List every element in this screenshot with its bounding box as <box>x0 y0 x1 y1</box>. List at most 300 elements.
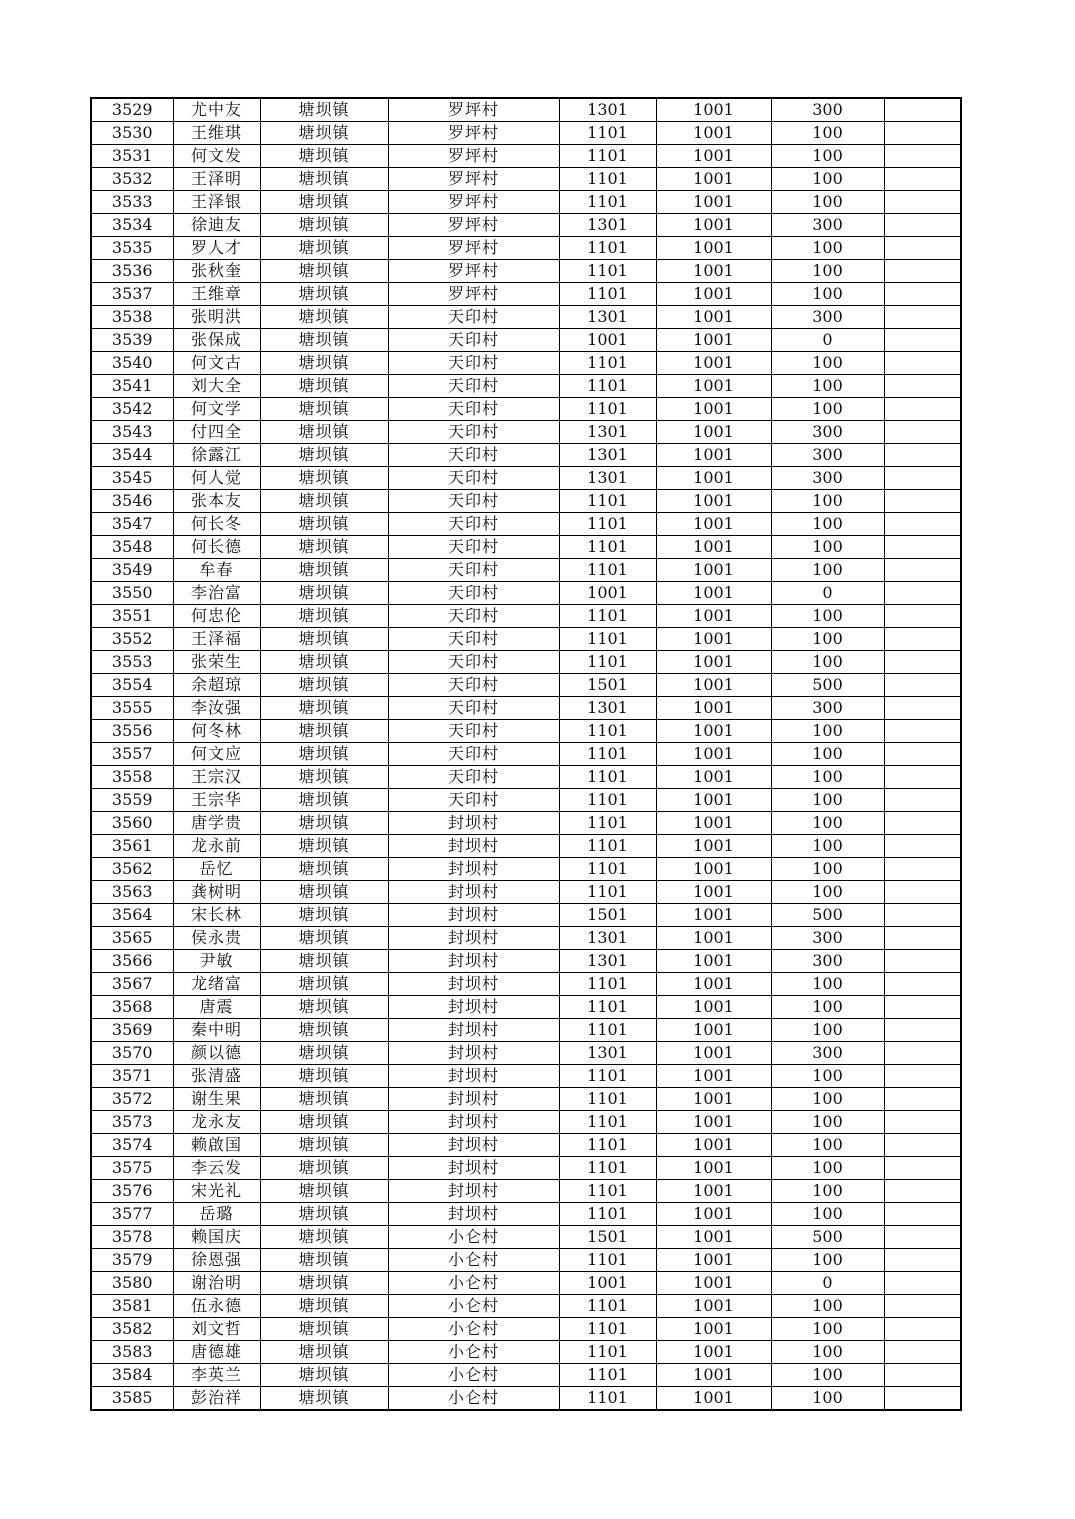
cell-code-a: 1101 <box>559 973 656 996</box>
cell-note <box>884 1387 961 1411</box>
cell-id: 3538 <box>91 306 173 329</box>
cell-code-a: 1101 <box>559 789 656 812</box>
table-row <box>91 1364 961 1387</box>
table-row <box>91 1272 961 1295</box>
cell-amount: 100 <box>771 789 884 812</box>
cell-code-a: 1101 <box>559 766 656 789</box>
cell-town: 塘坝镇 <box>260 1111 388 1134</box>
cell-id: 3564 <box>91 904 173 927</box>
cell-code-a: 1101 <box>559 812 656 835</box>
cell-name: 赖国庆 <box>173 1226 260 1249</box>
cell-code-b: 1001 <box>656 605 771 628</box>
cell-id: 3585 <box>91 1387 173 1411</box>
cell-code-a: 1101 <box>559 1019 656 1042</box>
cell-name: 张荣生 <box>173 651 260 674</box>
cell-note <box>884 329 961 352</box>
table-row <box>91 1019 961 1042</box>
cell-id: 3544 <box>91 444 173 467</box>
cell-village: 小仑村 <box>388 1272 559 1295</box>
cell-town: 塘坝镇 <box>260 1065 388 1088</box>
cell-town: 塘坝镇 <box>260 375 388 398</box>
cell-id: 3552 <box>91 628 173 651</box>
cell-id: 3554 <box>91 674 173 697</box>
table-row <box>91 329 961 352</box>
cell-code-a: 1101 <box>559 1111 656 1134</box>
cell-code-b: 1001 <box>656 1249 771 1272</box>
cell-town: 塘坝镇 <box>260 398 388 421</box>
cell-id: 3551 <box>91 605 173 628</box>
cell-code-a: 1101 <box>559 996 656 1019</box>
cell-code-b: 1001 <box>656 651 771 674</box>
cell-town: 塘坝镇 <box>260 1364 388 1387</box>
cell-town: 塘坝镇 <box>260 858 388 881</box>
cell-note <box>884 835 961 858</box>
cell-village: 罗坪村 <box>388 98 559 122</box>
cell-amount: 100 <box>771 720 884 743</box>
cell-id: 3534 <box>91 214 173 237</box>
cell-name: 龙永友 <box>173 1111 260 1134</box>
cell-village: 天印村 <box>388 352 559 375</box>
cell-name: 李云发 <box>173 1157 260 1180</box>
table-row <box>91 490 961 513</box>
cell-code-b: 1001 <box>656 904 771 927</box>
cell-town: 塘坝镇 <box>260 260 388 283</box>
cell-amount: 300 <box>771 214 884 237</box>
cell-village: 天印村 <box>388 536 559 559</box>
cell-village: 罗坪村 <box>388 122 559 145</box>
cell-village: 天印村 <box>388 398 559 421</box>
table-row <box>91 973 961 996</box>
cell-id: 3553 <box>91 651 173 674</box>
cell-village: 罗坪村 <box>388 237 559 260</box>
cell-note <box>884 421 961 444</box>
cell-amount: 100 <box>771 1318 884 1341</box>
cell-code-a: 1101 <box>559 858 656 881</box>
cell-amount: 100 <box>771 1387 884 1411</box>
table-row <box>91 513 961 536</box>
cell-note <box>884 145 961 168</box>
cell-village: 天印村 <box>388 628 559 651</box>
cell-note <box>884 743 961 766</box>
cell-code-b: 1001 <box>656 260 771 283</box>
cell-village: 天印村 <box>388 697 559 720</box>
cell-code-b: 1001 <box>656 582 771 605</box>
cell-note <box>884 98 961 122</box>
cell-id: 3581 <box>91 1295 173 1318</box>
cell-id: 3563 <box>91 881 173 904</box>
cell-amount: 100 <box>771 1111 884 1134</box>
cell-amount: 300 <box>771 1042 884 1065</box>
cell-code-b: 1001 <box>656 1065 771 1088</box>
table-row <box>91 237 961 260</box>
cell-amount: 100 <box>771 1088 884 1111</box>
cell-name: 徐迪友 <box>173 214 260 237</box>
table-row <box>91 1180 961 1203</box>
cell-town: 塘坝镇 <box>260 973 388 996</box>
cell-code-a: 1101 <box>559 398 656 421</box>
cell-town: 塘坝镇 <box>260 766 388 789</box>
cell-town: 塘坝镇 <box>260 904 388 927</box>
cell-code-b: 1001 <box>656 674 771 697</box>
cell-code-b: 1001 <box>656 467 771 490</box>
cell-name: 尹敏 <box>173 950 260 973</box>
cell-amount: 100 <box>771 122 884 145</box>
cell-note <box>884 375 961 398</box>
table-row <box>91 881 961 904</box>
cell-village: 天印村 <box>388 513 559 536</box>
cell-note <box>884 1295 961 1318</box>
cell-name: 何文学 <box>173 398 260 421</box>
cell-id: 3531 <box>91 145 173 168</box>
cell-name: 王泽福 <box>173 628 260 651</box>
cell-town: 塘坝镇 <box>260 168 388 191</box>
cell-note <box>884 467 961 490</box>
cell-amount: 500 <box>771 904 884 927</box>
cell-id: 3540 <box>91 352 173 375</box>
cell-id: 3559 <box>91 789 173 812</box>
cell-id: 3568 <box>91 996 173 1019</box>
cell-code-b: 1001 <box>656 237 771 260</box>
cell-code-a: 1101 <box>559 283 656 306</box>
cell-name: 龙绪富 <box>173 973 260 996</box>
cell-note <box>884 1111 961 1134</box>
cell-village: 封坝村 <box>388 973 559 996</box>
cell-village: 天印村 <box>388 467 559 490</box>
cell-note <box>884 122 961 145</box>
cell-village: 天印村 <box>388 789 559 812</box>
cell-amount: 100 <box>771 1364 884 1387</box>
cell-town: 塘坝镇 <box>260 1180 388 1203</box>
cell-amount: 100 <box>771 1249 884 1272</box>
cell-town: 塘坝镇 <box>260 467 388 490</box>
cell-name: 王泽明 <box>173 168 260 191</box>
cell-town: 塘坝镇 <box>260 214 388 237</box>
table-row <box>91 743 961 766</box>
table-row <box>91 904 961 927</box>
cell-town: 塘坝镇 <box>260 329 388 352</box>
cell-town: 塘坝镇 <box>260 98 388 122</box>
cell-id: 3560 <box>91 812 173 835</box>
cell-code-b: 1001 <box>656 766 771 789</box>
cell-village: 天印村 <box>388 651 559 674</box>
cell-code-a: 1101 <box>559 1318 656 1341</box>
cell-code-b: 1001 <box>656 490 771 513</box>
cell-note <box>884 1249 961 1272</box>
table-row <box>91 1065 961 1088</box>
cell-village: 天印村 <box>388 421 559 444</box>
cell-code-a: 1101 <box>559 1134 656 1157</box>
cell-name: 李治富 <box>173 582 260 605</box>
cell-code-b: 1001 <box>656 421 771 444</box>
table-row <box>91 306 961 329</box>
cell-code-b: 1001 <box>656 98 771 122</box>
cell-code-a: 1301 <box>559 421 656 444</box>
cell-id: 3578 <box>91 1226 173 1249</box>
cell-id: 3547 <box>91 513 173 536</box>
cell-code-a: 1501 <box>559 1226 656 1249</box>
cell-name: 王维琪 <box>173 122 260 145</box>
cell-town: 塘坝镇 <box>260 628 388 651</box>
cell-note <box>884 1088 961 1111</box>
cell-code-b: 1001 <box>656 858 771 881</box>
cell-code-a: 1101 <box>559 1157 656 1180</box>
cell-town: 塘坝镇 <box>260 1042 388 1065</box>
cell-town: 塘坝镇 <box>260 950 388 973</box>
cell-name: 张清盛 <box>173 1065 260 1088</box>
cell-code-b: 1001 <box>656 306 771 329</box>
cell-note <box>884 720 961 743</box>
cell-amount: 300 <box>771 98 884 122</box>
cell-code-b: 1001 <box>656 1272 771 1295</box>
cell-id: 3533 <box>91 191 173 214</box>
cell-note <box>884 1019 961 1042</box>
cell-name: 颜以德 <box>173 1042 260 1065</box>
cell-village: 封坝村 <box>388 950 559 973</box>
cell-amount: 0 <box>771 1272 884 1295</box>
cell-name: 张秋奎 <box>173 260 260 283</box>
cell-amount: 100 <box>771 237 884 260</box>
table-row <box>91 720 961 743</box>
cell-id: 3582 <box>91 1318 173 1341</box>
cell-amount: 100 <box>771 812 884 835</box>
cell-amount: 0 <box>771 329 884 352</box>
table-row <box>91 1387 961 1411</box>
cell-village: 封坝村 <box>388 904 559 927</box>
cell-code-b: 1001 <box>656 1295 771 1318</box>
cell-amount: 100 <box>771 536 884 559</box>
cell-name: 刘大全 <box>173 375 260 398</box>
cell-town: 塘坝镇 <box>260 1019 388 1042</box>
cell-code-a: 1501 <box>559 674 656 697</box>
cell-code-b: 1001 <box>656 122 771 145</box>
cell-note <box>884 490 961 513</box>
table-row <box>91 1134 961 1157</box>
cell-name: 何文古 <box>173 352 260 375</box>
cell-town: 塘坝镇 <box>260 812 388 835</box>
cell-code-a: 1101 <box>559 122 656 145</box>
table-row <box>91 352 961 375</box>
cell-village: 天印村 <box>388 674 559 697</box>
cell-town: 塘坝镇 <box>260 536 388 559</box>
cell-id: 3556 <box>91 720 173 743</box>
cell-code-b: 1001 <box>656 973 771 996</box>
cell-id: 3569 <box>91 1019 173 1042</box>
cell-note <box>884 950 961 973</box>
cell-town: 塘坝镇 <box>260 1387 388 1411</box>
cell-name: 王宗汉 <box>173 766 260 789</box>
cell-amount: 100 <box>771 1295 884 1318</box>
cell-id: 3558 <box>91 766 173 789</box>
cell-town: 塘坝镇 <box>260 513 388 536</box>
cell-town: 塘坝镇 <box>260 651 388 674</box>
cell-name: 张本友 <box>173 490 260 513</box>
cell-code-a: 1101 <box>559 1180 656 1203</box>
cell-town: 塘坝镇 <box>260 145 388 168</box>
cell-name: 尤中友 <box>173 98 260 122</box>
cell-name: 张明洪 <box>173 306 260 329</box>
cell-id: 3536 <box>91 260 173 283</box>
cell-town: 塘坝镇 <box>260 1226 388 1249</box>
cell-amount: 500 <box>771 674 884 697</box>
cell-note <box>884 214 961 237</box>
cell-id: 3572 <box>91 1088 173 1111</box>
table-row <box>91 1203 961 1226</box>
cell-code-b: 1001 <box>656 697 771 720</box>
cell-code-a: 1101 <box>559 628 656 651</box>
table-row <box>91 950 961 973</box>
cell-id: 3574 <box>91 1134 173 1157</box>
cell-id: 3549 <box>91 559 173 582</box>
cell-code-b: 1001 <box>656 375 771 398</box>
cell-amount: 100 <box>771 881 884 904</box>
cell-village: 小仑村 <box>388 1387 559 1411</box>
cell-amount: 100 <box>771 1341 884 1364</box>
cell-note <box>884 1341 961 1364</box>
cell-name: 宋长林 <box>173 904 260 927</box>
cell-town: 塘坝镇 <box>260 352 388 375</box>
cell-village: 小仑村 <box>388 1295 559 1318</box>
cell-name: 王宗华 <box>173 789 260 812</box>
cell-id: 3537 <box>91 283 173 306</box>
cell-name: 王维章 <box>173 283 260 306</box>
cell-town: 塘坝镇 <box>260 191 388 214</box>
cell-id: 3555 <box>91 697 173 720</box>
cell-note <box>884 513 961 536</box>
cell-name: 李英兰 <box>173 1364 260 1387</box>
cell-note <box>884 444 961 467</box>
cell-note <box>884 858 961 881</box>
cell-code-a: 1101 <box>559 1341 656 1364</box>
cell-name: 彭治祥 <box>173 1387 260 1411</box>
cell-id: 3539 <box>91 329 173 352</box>
table-row <box>91 1295 961 1318</box>
table-row <box>91 789 961 812</box>
table-row <box>91 98 961 122</box>
cell-amount: 100 <box>771 559 884 582</box>
table-row <box>91 766 961 789</box>
cell-note <box>884 559 961 582</box>
cell-code-b: 1001 <box>656 628 771 651</box>
cell-name: 何文发 <box>173 145 260 168</box>
cell-village: 天印村 <box>388 605 559 628</box>
cell-code-b: 1001 <box>656 536 771 559</box>
cell-id: 3550 <box>91 582 173 605</box>
cell-note <box>884 904 961 927</box>
cell-name: 张保成 <box>173 329 260 352</box>
table-row <box>91 168 961 191</box>
cell-code-b: 1001 <box>656 881 771 904</box>
cell-code-b: 1001 <box>656 927 771 950</box>
cell-name: 何冬林 <box>173 720 260 743</box>
cell-code-a: 1101 <box>559 490 656 513</box>
cell-name: 罗人才 <box>173 237 260 260</box>
table-body <box>91 98 961 1410</box>
cell-code-a: 1101 <box>559 651 656 674</box>
table-row <box>91 1318 961 1341</box>
cell-id: 3565 <box>91 927 173 950</box>
cell-town: 塘坝镇 <box>260 1249 388 1272</box>
table-row <box>91 559 961 582</box>
cell-name: 余超琼 <box>173 674 260 697</box>
table-row <box>91 398 961 421</box>
cell-code-a: 1101 <box>559 191 656 214</box>
table-row <box>91 1249 961 1272</box>
cell-town: 塘坝镇 <box>260 237 388 260</box>
table-row <box>91 283 961 306</box>
cell-code-b: 1001 <box>656 1387 771 1411</box>
cell-town: 塘坝镇 <box>260 835 388 858</box>
cell-code-b: 1001 <box>656 1111 771 1134</box>
table-row <box>91 697 961 720</box>
cell-amount: 100 <box>771 766 884 789</box>
cell-code-a: 1001 <box>559 329 656 352</box>
table-row <box>91 858 961 881</box>
cell-name: 宋光礼 <box>173 1180 260 1203</box>
cell-note <box>884 927 961 950</box>
cell-id: 3542 <box>91 398 173 421</box>
cell-name: 付四全 <box>173 421 260 444</box>
cell-code-b: 1001 <box>656 398 771 421</box>
cell-id: 3576 <box>91 1180 173 1203</box>
cell-code-a: 1101 <box>559 145 656 168</box>
cell-note <box>884 1134 961 1157</box>
cell-code-a: 1301 <box>559 1042 656 1065</box>
cell-code-a: 1101 <box>559 513 656 536</box>
cell-id: 3541 <box>91 375 173 398</box>
cell-note <box>884 1364 961 1387</box>
cell-amount: 100 <box>771 1019 884 1042</box>
cell-village: 封坝村 <box>388 1180 559 1203</box>
cell-note <box>884 881 961 904</box>
cell-town: 塘坝镇 <box>260 720 388 743</box>
cell-village: 封坝村 <box>388 812 559 835</box>
table-row <box>91 651 961 674</box>
cell-code-a: 1101 <box>559 1364 656 1387</box>
cell-village: 封坝村 <box>388 1019 559 1042</box>
cell-id: 3584 <box>91 1364 173 1387</box>
cell-town: 塘坝镇 <box>260 789 388 812</box>
cell-amount: 100 <box>771 352 884 375</box>
cell-town: 塘坝镇 <box>260 1295 388 1318</box>
cell-note <box>884 1226 961 1249</box>
cell-note <box>884 1203 961 1226</box>
cell-name: 何忠伦 <box>173 605 260 628</box>
cell-id: 3571 <box>91 1065 173 1088</box>
cell-amount: 300 <box>771 950 884 973</box>
table-row <box>91 1341 961 1364</box>
cell-id: 3548 <box>91 536 173 559</box>
cell-village: 小仑村 <box>388 1226 559 1249</box>
cell-id: 3577 <box>91 1203 173 1226</box>
data-table <box>90 97 962 1411</box>
cell-id: 3535 <box>91 237 173 260</box>
cell-name: 何长德 <box>173 536 260 559</box>
cell-amount: 100 <box>771 513 884 536</box>
table-row <box>91 927 961 950</box>
cell-village: 小仑村 <box>388 1249 559 1272</box>
cell-note <box>884 674 961 697</box>
cell-code-b: 1001 <box>656 352 771 375</box>
cell-code-b: 1001 <box>656 1134 771 1157</box>
cell-id: 3575 <box>91 1157 173 1180</box>
cell-town: 塘坝镇 <box>260 1341 388 1364</box>
table-row <box>91 674 961 697</box>
cell-name: 赖啟国 <box>173 1134 260 1157</box>
cell-name: 龙永前 <box>173 835 260 858</box>
cell-name: 何文应 <box>173 743 260 766</box>
cell-note <box>884 283 961 306</box>
cell-code-a: 1501 <box>559 904 656 927</box>
